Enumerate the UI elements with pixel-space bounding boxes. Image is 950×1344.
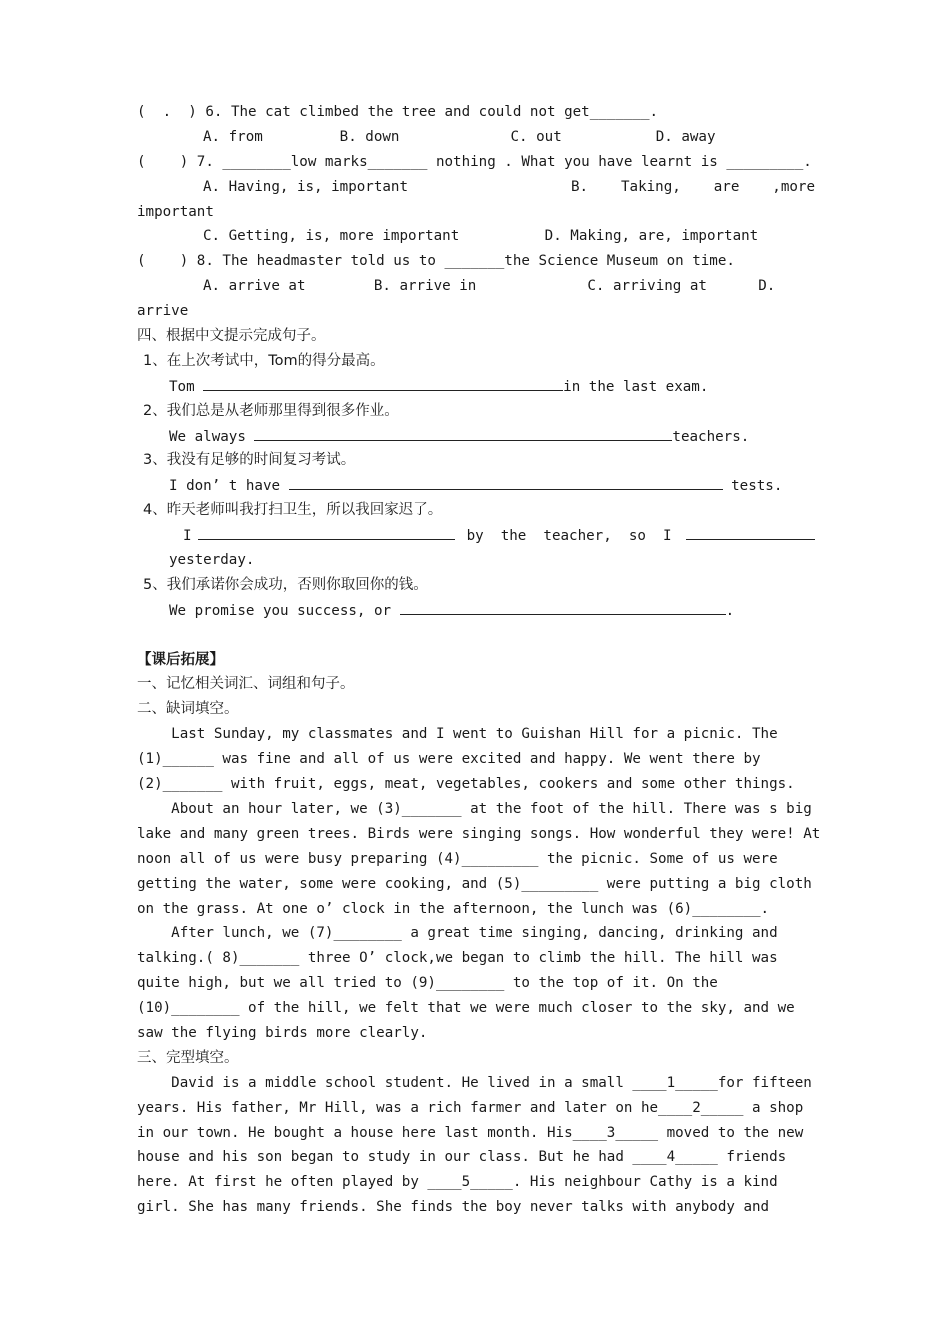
cloze-line: on the grass. At one o’ clock in the afternoon, the lunch was (6)________. — [137, 900, 770, 917]
question-8-options: A. arrive at B. arrive in C. arriving at D. — [203, 278, 776, 295]
cloze2-line: girl. She has many friends. She finds the boy never talks with anybody and — [137, 1199, 770, 1216]
question-8-stem: ( ) 8. The headmaster told us to _______the Science Museum on time. — [137, 253, 735, 270]
cloze-line: (2)_______ with fruit, eggs, meat, vegetables, cookers and some other things. — [137, 776, 795, 793]
question-7-options-ab — [137, 175, 815, 200]
cloze-line: (10)________ of the hill, we felt that we were much closer to the sky, and we — [137, 1000, 795, 1017]
worksheet-page — [137, 100, 821, 1220]
sentence-4-english: I by the teacher, so I — [137, 523, 815, 548]
cloze2-line: in our town. He bought a house here last month. His____3_____ moved to the new — [137, 1124, 804, 1141]
sentence-4-chinese: 4、昨天老师叫我打扫卫生，所以我回家迟了。 — [143, 502, 443, 519]
answer-blank[interactable] — [400, 598, 726, 615]
question-7-option-b-cont: important — [137, 203, 214, 220]
cloze-line: saw the flying birds more clearly. — [137, 1024, 428, 1041]
cloze-line: talking.( 8)_______ three O’ clock,we began to climb the hill. The hill was — [137, 950, 778, 967]
sentence-5-english: We promise you success, or . — [137, 598, 815, 623]
cloze-line: About an hour later, we (3)_______ at the foot of the hill. There was s big — [137, 800, 812, 817]
question-6-options: A. from B. down C. out D. away — [203, 128, 716, 145]
answer-blank[interactable] — [686, 523, 815, 540]
answer-blank[interactable] — [289, 473, 723, 490]
sentence-3-english: I don’ t have tests. — [137, 473, 815, 498]
part-1-heading: 一、记忆相关词汇、词组和句子。 — [137, 676, 355, 693]
sentence-4-english-cont: yesterday. — [169, 552, 255, 569]
cloze-line: (1)______ was fine and all of us were excited and happy. We went there by — [137, 751, 761, 768]
sentence-2-chinese: 2、我们总是从老师那里得到很多作业。 — [143, 402, 399, 419]
question-6-stem: ( . ) 6. The cat climbed the tree and could not get_______. — [137, 104, 659, 120]
cloze-line: lake and many green trees. Birds were singing songs. How wonderful they were! At — [137, 825, 821, 842]
after-class-heading: 【课后拓展】 — [137, 651, 224, 668]
sentence-2-english: We always teachers. — [137, 424, 815, 449]
sentence-1-chinese: 1、在上次考试中，Tom的得分最高。 — [143, 352, 385, 369]
cloze-line: noon all of us were busy preparing (4)_________ the picnic. Some of us were — [137, 850, 778, 867]
cloze-line: getting the water, some were cooking, and (5)_________ were putting a big cloth — [137, 875, 812, 892]
cloze-line: After lunch, we (7)________ a great time singing, dancing, drinking and — [137, 925, 778, 942]
part-3-heading: 三、完型填空。 — [137, 1049, 239, 1066]
answer-blank[interactable] — [254, 424, 672, 441]
sentence-1-english: Tom in the last exam. — [137, 374, 815, 399]
question-8-option-d-cont: arrive — [137, 303, 189, 320]
sentence-3-chinese: 3、我没有足够的时间复习考试。 — [143, 452, 356, 469]
cloze-line: Last Sunday, my classmates and I went to Guishan Hill for a picnic. The — [137, 726, 778, 743]
part-2-heading: 二、缺词填空。 — [137, 701, 239, 718]
answer-blank[interactable] — [203, 374, 563, 391]
question-7-options-cd: C. Getting, is, more important D. Making, are, important — [203, 228, 759, 245]
section-4-heading: 四、根据中文提示完成句子。 — [137, 328, 326, 345]
question-7-stem: ( ) 7. ________low marks_______ nothing . What you have learnt is _________. — [137, 153, 812, 170]
cloze2-line: here. At first he often played by ____5_____. His neighbour Cathy is a kind — [137, 1174, 778, 1191]
sentence-5-chinese: 5、我们承诺你会成功，否则你取回你的钱。 — [143, 576, 428, 593]
answer-blank[interactable] — [198, 523, 455, 540]
question-7-option-b: B. Taking, are ,more — [571, 178, 815, 195]
cloze2-line: years. His father, Mr Hill, was a rich farmer and later on he____2_____ a shop — [137, 1099, 804, 1116]
cloze-line: quite high, but we all tried to (9)________ to the top of it. On the — [137, 975, 718, 992]
cloze2-line: David is a middle school student. He lived in a small ____1_____for fifteen — [137, 1074, 812, 1091]
cloze2-line: house and his son began to study in our class. But he had ____4_____ friends — [137, 1149, 787, 1166]
question-7-option-a: A. Having, is, important — [203, 178, 408, 195]
